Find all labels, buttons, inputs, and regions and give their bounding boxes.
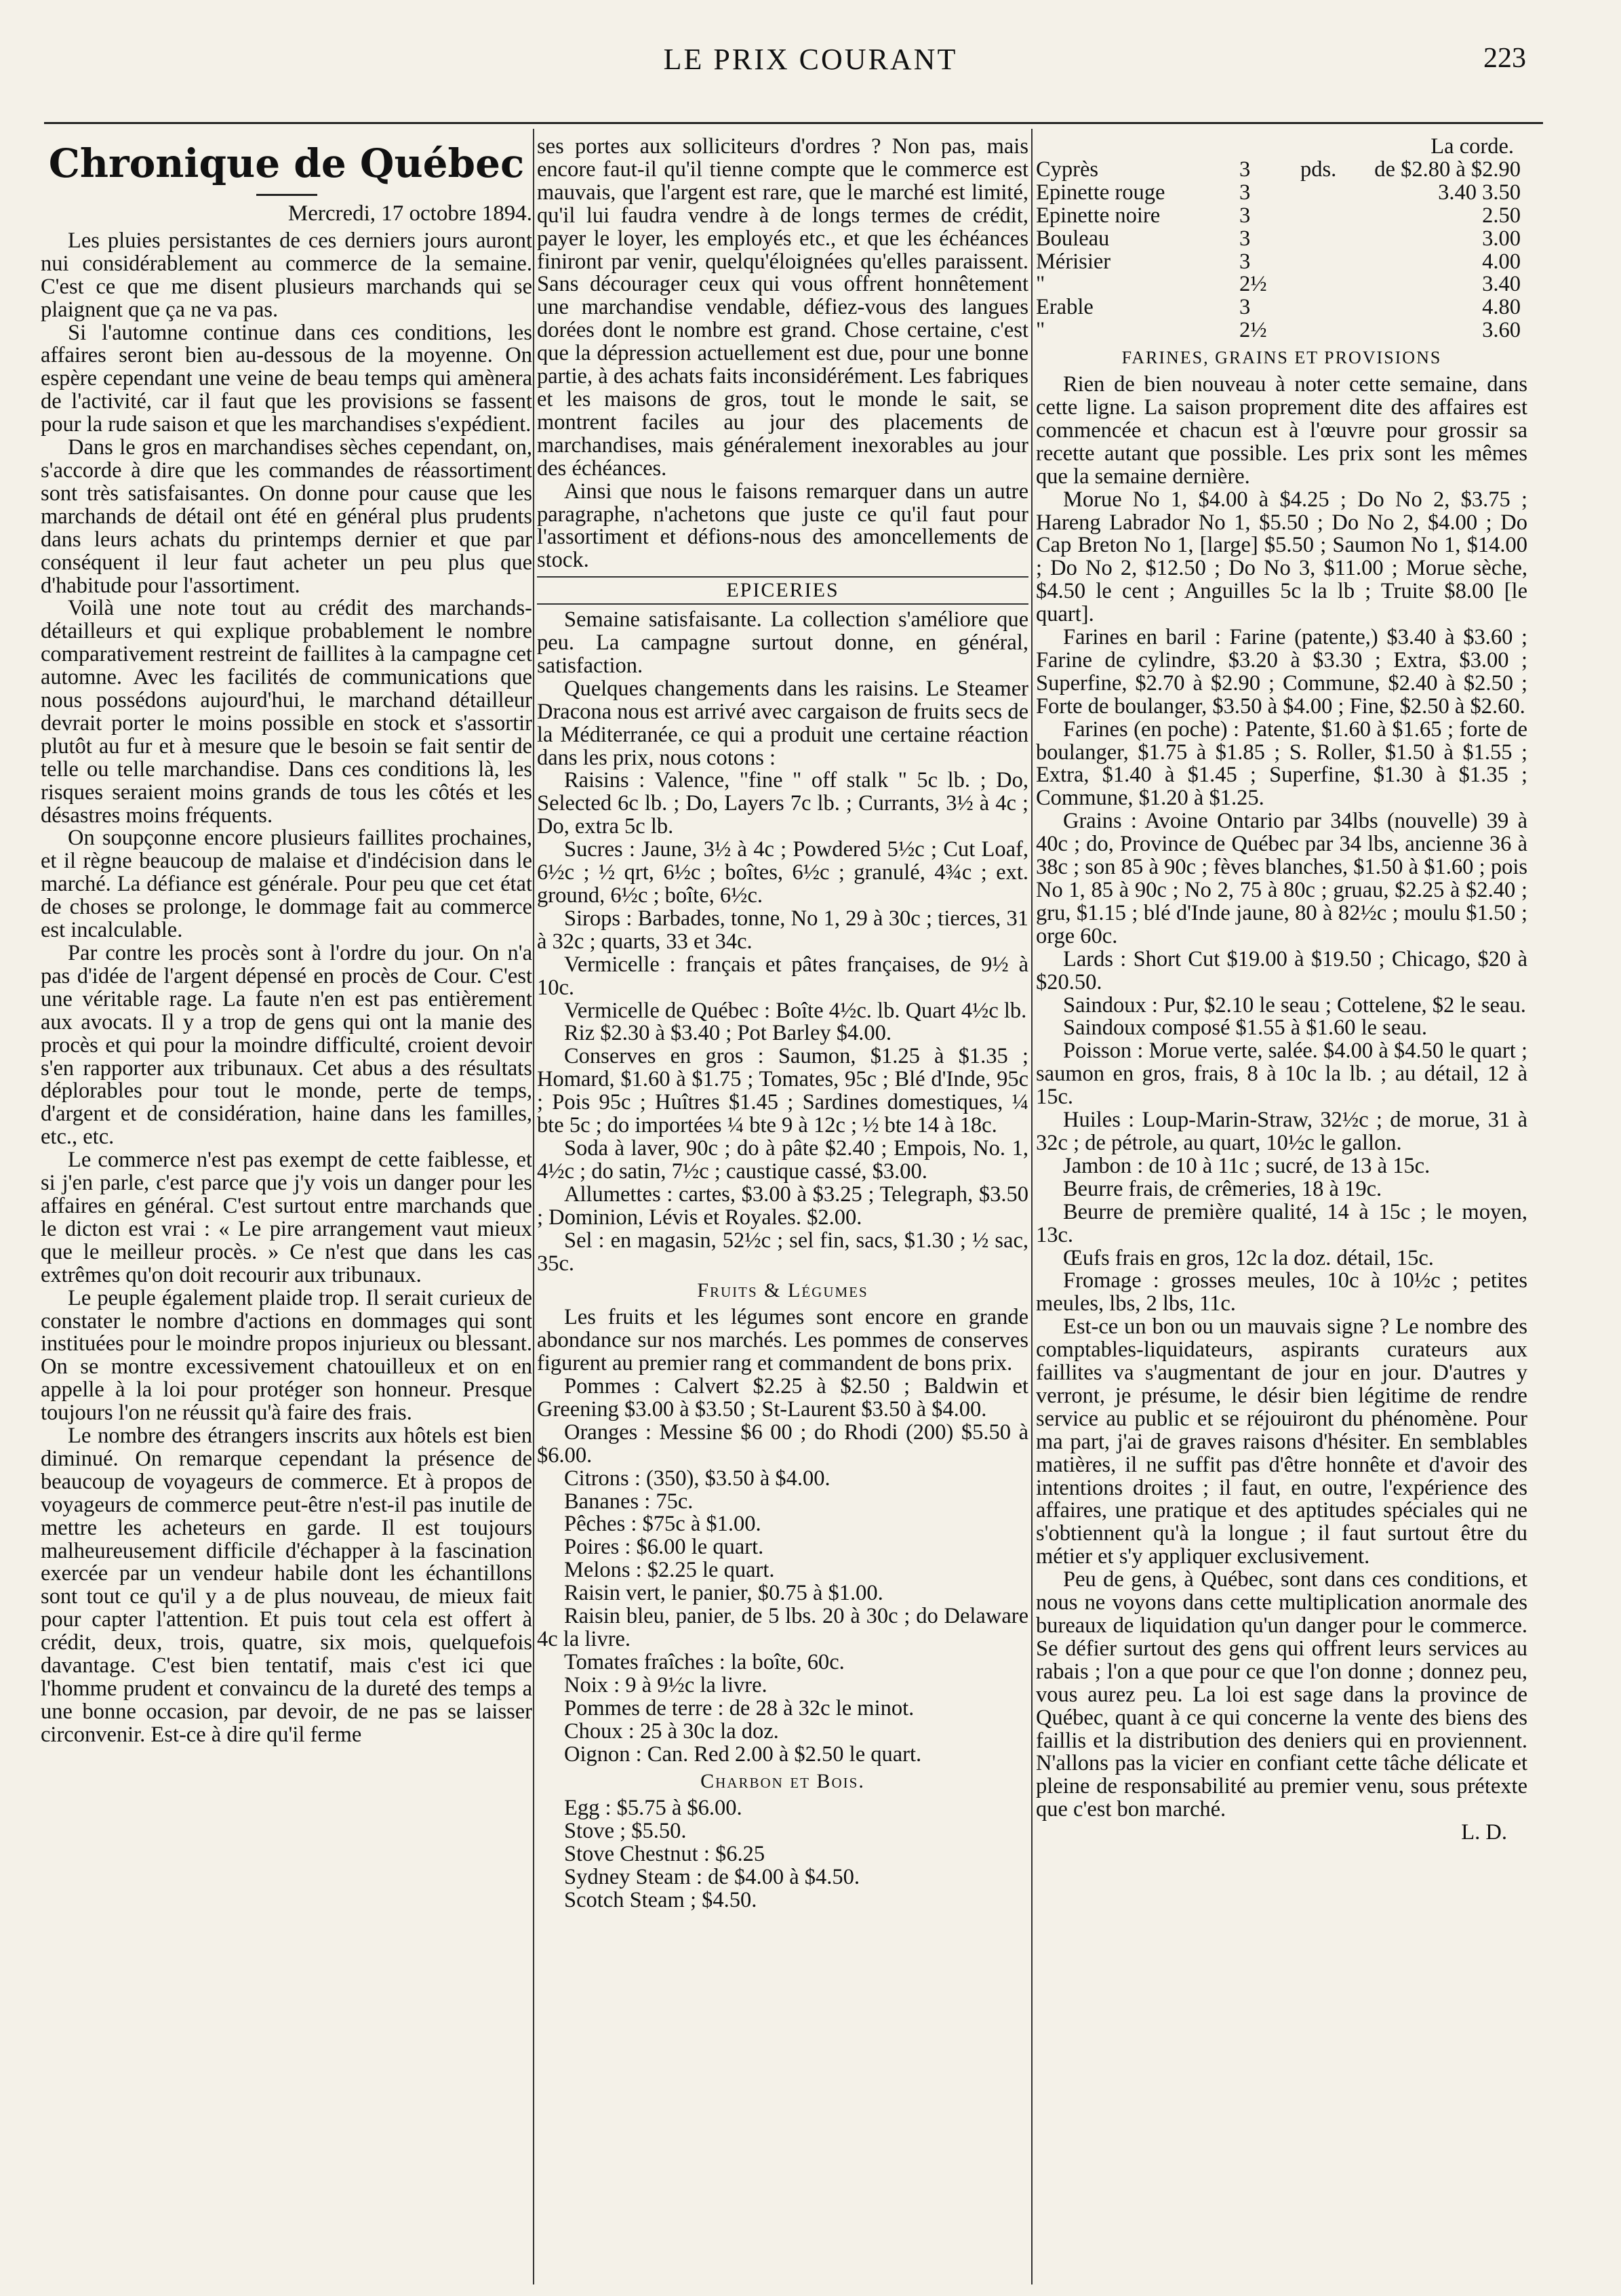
- paragraph: Semaine satisfaisante. La collection s'améliore que peu. La campagne surtout donne, en général, satisfaction.: [537, 607, 1028, 678]
- wood-qty: 3: [1239, 226, 1251, 251]
- price-entry: Huiles : Loup-Marin-Straw, 32½c ; de morue, 31 à 32c ; de pétrole, au quart, 10½c le gallon.: [1036, 1108, 1527, 1155]
- wood-unit: [1300, 182, 1368, 205]
- price-entry: Œufs frais en gros, 12c la doz. détail, 15c.: [1063, 1245, 1434, 1270]
- price-entry: Tomates fraîches : la boîte, 60c.: [564, 1649, 845, 1674]
- wood-price-heading: La corde.: [1430, 136, 1514, 159]
- paragraph: Voilà une note tout au crédit des marchands-détailleurs et qui explique probablement le nombre comparativement restreint de faillites à la campagne cet automne. Avec les facilités de communications que nous possédons aujourd'hui, le marchand détailleur devrait porter le moins possible en stock et s'assortir plutôt au fur et à mesure que le besoin se fait sentir de telle ou telle marchandise. Dans ces conditions là, les risques seraient moins grands de tous les côtés et les désastres moins fréquents.: [41, 596, 532, 828]
- wood-name: Epinette noire: [1036, 203, 1161, 228]
- price-entry: Noix : 9 à 9½c la livre.: [564, 1672, 767, 1697]
- price-entry: Raisins : Valence, "fine " off stalk " 5c lb. ; Do, Selected 6c lb. ; Do, Layers 7c lb. ; Currants, 3½ à 4c ; Do, extra 5c lb.: [537, 768, 1028, 839]
- wood-name: Mérisier: [1036, 249, 1111, 274]
- wood-unit: [1300, 251, 1368, 274]
- wood-price: de $2.80 à $2.90: [1374, 157, 1521, 182]
- wood-name: ": [1036, 272, 1045, 297]
- wood-price-table: [1036, 159, 1527, 342]
- price-entry: Raisin vert, le panier, $0.75 à $1.00.: [564, 1581, 883, 1606]
- wood-price-row: [1036, 251, 1527, 274]
- paragraph: Est-ce un bon ou un mauvais signe ? Le nombre des comptables-liquidateurs, aspirants curateurs aux faillites va s'augmentant de jour en jour. D'autres y verront, je présume, le désir bien légitime de rendre service au public et se réjouiront du phénomène. Pour ma part, j'ai de graves raisons d'hésiter. En semblables matières, il ne suffit pas d'être honnête et d'avoir des intentions droites ; il faut, en outre, l'expérience des affaires, une pratique et des aptitudes spéciales qui ne s'obtiennent qu'à la longue ; il faut surtout être du métier et s'y appliquer exclusivement.: [1036, 1314, 1527, 1569]
- price-entry: Sirops : Barbades, tonne, No 1, 29 à 30c ; tierces, 31 à 32c ; quarts, 33 et 34c.: [537, 906, 1028, 954]
- price-entry: Citrons : (350), $3.50 à $4.00.: [564, 1466, 830, 1491]
- price-entry: Egg : $5.75 à $6.00.: [564, 1796, 742, 1821]
- wood-price: 4.00: [1482, 249, 1521, 274]
- price-entry: Scotch Steam ; $4.50.: [564, 1887, 757, 1912]
- page-number: 223: [1483, 43, 1526, 74]
- paragraph: Le nombre des étrangers inscrits aux hôtels est bien diminué. On remarque cependant la présence de beaucoup de voyageurs de commerce. Et à propos de voyageurs de commerce peut-être n'est-il pas inutile de mettre les acheteurs en garde. Il est toujours malheureusement difficile d'échapper à la fascination exercée par un vendeur habile dont les échantillons sont tout ce qu'il y a de plus nouveau, de mieux fait pour capter l'attention. Et puis tout cela est offert à crédit, deux, trois, quatre, six mois, quelquefois davantage. C'est bien tentatif, mais c'est ici que l'homme prudent et convaincu de la dureté des temps a une bonne occasion, par devoir, de ne pas se laisser circonvenir. Est-ce à dire qu'il ferme: [41, 1424, 532, 1747]
- price-entry: Pommes : Calvert $2.25 à $2.50 ; Baldwin et Greening $3.00 à $3.50 ; St-Laurent $3.50 à $4.00.: [537, 1374, 1028, 1422]
- wood-qty: 3: [1239, 249, 1251, 274]
- price-entry: Raisin bleu, panier, de 5 lbs. 20 à 30c ; do Delaware 4c la livre.: [537, 1604, 1028, 1651]
- header-rule: [44, 122, 1543, 124]
- wood-name: Bouleau: [1036, 226, 1110, 251]
- signature: L. D.: [1461, 1820, 1507, 1845]
- paragraph: Le commerce n'est pas exempt de cette faiblesse, et si j'en parle, c'est parce que j'y vois un danger pour les affaires en général. C'est surtout entre marchands que le dicton est vrai : « Le pire arrangement vaut mieux que le meilleur procès. » Ce n'est que dans les cas extrêmes qu'on doit recourir aux tribunaux.: [41, 1148, 532, 1287]
- column-2: [537, 136, 1028, 2278]
- paragraph: On soupçonne encore plusieurs faillites prochaines, et il règne beaucoup de malaise et d'indécision dans le marché. La défiance est générale. Pour peu que cet état de choses se prolonge, le dommage fait au commerce est incalculable.: [41, 826, 532, 943]
- section-heading-farines: FARINES, GRAINS ET PROVISIONS: [1121, 348, 1442, 368]
- price-entry: Oranges : Messine $6 00 ; do Rhodi (200) $5.50 à $6.00.: [537, 1419, 1028, 1468]
- paragraph: Quelques changements dans les raisins. Le Steamer Dracona nous est arrivé avec cargaison de fruits secs de la Méditerranée, ce qui a produit une certaine réaction dans les prix, nous cotons :: [537, 676, 1028, 770]
- price-entry: Farines en baril : Farine (patente,) $3.40 à $3.60 ; Farine de cylindre, $3.20 à $3.30 ; Extra, $3.00 ; Superfine, $2.70 à $2.90 ; Commune, $2.40 à $2.50 ; Forte de boulanger, $3.50 à $4.00 ; Fine, $2.50 à $2.60.: [1036, 625, 1527, 719]
- wood-price: 2.50: [1482, 203, 1521, 228]
- wood-name: Erable: [1036, 295, 1094, 320]
- price-entry: Vermicelle de Québec : Boîte 4½c. lb. Quart 4½c lb.: [564, 998, 1027, 1023]
- price-entry: Oignon : Can. Red 2.00 à $2.50 le quart.: [564, 1741, 922, 1767]
- section-heading-epiceries: EPICERIES: [537, 576, 1028, 605]
- wood-name: Epinette rouge: [1036, 180, 1165, 205]
- price-entry: Lards : Short Cut $19.00 à $19.50 ; Chicago, $20 à $20.50.: [1036, 946, 1527, 994]
- price-entry: Beurre de première qualité, 14 à 15c ; le moyen, 13c.: [1036, 1199, 1527, 1247]
- paragraph: Le peuple également plaide trop. Il serait curieux de constater le nombre d'actions en dommages qui sont instituées pour le moindre propos injurieux ou blessant. On se montre excessivement chatouilleux et on en appelle à la loi pour protéger son honneur. Presque toujours l'on ne réussit qu'à faire des frais.: [41, 1285, 532, 1426]
- price-entry: Stove ; $5.50.: [564, 1819, 687, 1844]
- wood-unit: [1300, 228, 1368, 251]
- wood-qty: 3: [1239, 157, 1251, 182]
- price-entry: Sydney Steam : de $4.00 à $4.50.: [564, 1865, 860, 1890]
- price-entry: Poires : $6.00 le quart.: [564, 1535, 764, 1560]
- price-entry: Sucres : Jaune, 3½ à 4c ; Powdered 5½c ; Cut Loaf, 6½c ; ½ qrt, 6½c ; boîtes, 6½c ; granulé, 4¾c ; ext. ground, 6½c ; boîte, 6½c.: [537, 837, 1028, 908]
- wood-qty: 3: [1239, 180, 1251, 205]
- price-entry: Saindoux : Pur, $2.10 le seau ; Cottelene, $2 le seau.: [1063, 992, 1526, 1018]
- running-title: LE PRIX COURANT: [663, 43, 958, 76]
- price-entry: Saindoux composé $1.55 à $1.60 le seau.: [1063, 1015, 1428, 1041]
- column-divider-1: [533, 129, 534, 2284]
- wood-price-row: [1036, 159, 1527, 182]
- paragraph: Peu de gens, à Québec, sont dans ces conditions, et nous ne voyons dans cette multiplication anormale des bureaux de liquidation qu'un danger pour le commerce. Se défier surtout des gens qui offrent leurs services au rabais ; l'on a que pour ce que l'on donne ; donnez peu, vous aurez peu. La loi est sage dans la province de Québec, quant à ce qui concerne la vente des biens des faillis et la distribution des deniers qui en proviennent. N'allons pas la vicier en confiant cette tâche délicate et pleine de responsabilité au premier venu, sous prétexte que c'est bon marché.: [1036, 1567, 1527, 1822]
- wood-price-row: [1036, 273, 1527, 296]
- wood-price-row: [1036, 319, 1527, 342]
- price-entry: Sel : en magasin, 52½c ; sel fin, sacs, $1.30 ; ½ sac, 35c.: [537, 1228, 1028, 1276]
- paragraph: ses portes aux solliciteurs d'ordres ? Non pas, mais encore faut-il qu'il tienne compte que le commerce est mauvais, que l'argent est rare, que le marché est limité, qu'il lui faudra vendre à de longs termes de crédit, payer le loyer, les employés etc., et que les échéances finiront par venir, quelqu'éloignées qu'elles paraissent. Sans décourager ceux qui vous offrent honnêtement une marchandise vendable, défiez-vous des langues dorées dont le nombre est grand. Chose certaine, c'est que la dépression actuellement est due, pour une bonne partie, à des achats faits inconsidérément. Les fabriques et les maisons de gros, tout le monde le sait, se montrent faciles au jour des placements de marchandises, mais généralement inexorables au jour des échéances.: [537, 136, 1028, 481]
- price-entry: Poisson : Morue verte, salée. $4.00 à $4.50 le quart ; saumon en gros, frais, 8 à 10c la lb. ; au détail, 12 à 15c.: [1036, 1039, 1527, 1110]
- column-1: [41, 136, 532, 2278]
- wood-qty: 3: [1239, 295, 1251, 320]
- wood-unit: [1300, 319, 1368, 342]
- price-entry: Vermicelle : français et pâtes françaises, de 9½ à 10c.: [537, 952, 1028, 1000]
- title-rule: [256, 194, 317, 196]
- price-entry: Melons : $2.25 le quart.: [564, 1558, 775, 1583]
- wood-price: 3.00: [1482, 226, 1521, 251]
- wood-price-row: [1036, 205, 1527, 228]
- price-entry: Conserves en gros : Saumon, $1.25 à $1.35 ; Homard, $1.60 à $1.75 ; Tomates, 95c ; Blé d'Inde, 95c ; Pois 95c ; Huîtres $1.45 ; Sardines domestiques, ¼ bte 5c ; do importées ¼ bte 9 à 12c ; ½ bte 14 à 18c.: [537, 1044, 1028, 1138]
- wood-unit: [1300, 296, 1368, 319]
- column-3: [1036, 136, 1527, 2278]
- section-heading-charbon: Charbon et Bois.: [700, 1770, 865, 1793]
- paragraph: Rien de bien nouveau à noter cette semaine, dans cette ligne. La saison proprement dite des affaires est commencée et chacun est à l'œuvre pour grossir sa recette autant que possible. Les prix sont les mêmes que la semaine dernière.: [1036, 372, 1527, 489]
- wood-price: 3.60: [1482, 318, 1521, 343]
- price-entry: Stove Chestnut : $6.25: [564, 1842, 765, 1867]
- wood-price: 3.40 3.50: [1438, 180, 1521, 205]
- price-entry: Pêches : $75c à $1.00.: [564, 1512, 761, 1537]
- wood-qty: 3: [1239, 203, 1251, 228]
- wood-unit: [1300, 205, 1368, 228]
- wood-price-row: [1036, 182, 1527, 205]
- paragraph: Par contre les procès sont à l'ordre du jour. On n'a pas d'idée de l'argent dépensé en procès de Cour. C'est une véritable rage. La faute n'en est pas entièrement aux avocats. Il y a trop de gens qui ont la manie des procès et qui pour la moindre difficulté, croient devoir s'en rapporter aux tribunaux. Cet abus a des résultats déplorables pour tout le monde, perte de temps, d'argent et de considération, haine dans les familles, etc., etc.: [41, 941, 532, 1150]
- price-entry: Beurre frais, de crêmeries, 18 à 19c.: [1063, 1176, 1382, 1201]
- paragraph: Si l'automne continue dans ces conditions, les affaires seront bien au-dessous de la moyenne. On espère cependant une veine de beau temps qui amènera de l'activité, car il faut que les provisions se fassent pour la rude saison et que les marchandises s'expédient.: [41, 320, 532, 437]
- page-header: [0, 0, 1621, 115]
- wood-name: ": [1036, 318, 1045, 343]
- wood-qty: 2½: [1239, 318, 1267, 343]
- price-entry: Allumettes : cartes, $3.00 à $3.25 ; Telegraph, $3.50 ; Dominion, Lévis et Royales. $2.00.: [537, 1182, 1028, 1230]
- price-entry: Morue No 1, $4.00 à $4.25 ; Do No 2, $3.75 ; Hareng Labrador No 1, $5.50 ; Do No 2, $4.00 ; Do Cap Breton No 1, [large] $5.50 ; Saumon No 1, $14.00 ; Do No 2, $12.50 ; Do No 3, $11.00 ; Morue sèche, $4.50 le cent ; Anguilles 5c la lb ; Truite $8.00 [le quart].: [1036, 487, 1527, 627]
- wood-price-row: [1036, 296, 1527, 319]
- wood-price: 4.80: [1482, 295, 1521, 320]
- wood-price: 3.40: [1482, 272, 1521, 297]
- price-entry: Choux : 25 à 30c la doz.: [564, 1718, 779, 1744]
- paragraph: Ainsi que nous le faisons remarquer dans un autre paragraphe, n'achetons que juste ce qu'il faut pour l'assortiment et défions-nous des amoncellements de stock.: [537, 479, 1028, 573]
- price-entry: Jambon : de 10 à 11c ; sucré, de 13 à 15c.: [1063, 1153, 1430, 1178]
- price-entry: Farines (en poche) : Patente, $1.60 à $1.65 ; forte de boulanger, $1.75 à $1.85 ; S. Roller, $1.50 à $1.55 ; Extra, $1.40 à $1.45 ; Superfine, $1.30 à $1.35 ; Commune, $1.20 à $1.25.: [1036, 717, 1527, 811]
- wood-name: Cyprès: [1036, 157, 1099, 182]
- paragraph: Dans le gros en marchandises sèches cependant, on, s'accorde à dire que les commandes de réassortiment sont très satisfaisantes. On donne pour cause que les marchands de détail ont été en général plus prudents dans leurs achats du printemps dernier et que par conséquent il leur faut acheter un peu plus que d'habitude pour l'assortiment.: [41, 435, 532, 598]
- price-entry: Fromage : grosses meules, 10c à 10½c ; petites meules, lbs, 2 lbs, 11c.: [1036, 1268, 1527, 1316]
- wood-qty: 2½: [1239, 272, 1267, 297]
- wood-unit: pds.: [1300, 157, 1337, 182]
- wood-price-row: [1036, 228, 1527, 251]
- price-entry: Grains : Avoine Ontario par 34lbs (nouvelle) 39 à 40c ; do, Province de Québec par 34 lbs, ancienne 36 à 38c ; son 85 à 90c ; fèves blanches, $1.50 à $1.60 ; pois No 1, 85 à 90c ; No 2, 75 à 80c ; gruau, $2.25 à $2.40 ; gru, $1.15 ; blé d'Inde jaune, 80 à 82½c ; moulu $1.50 ; orge 60c.: [1036, 809, 1527, 948]
- price-entry: Pommes de terre : de 28 à 32c le minot.: [564, 1695, 915, 1720]
- column-divider-2: [1031, 129, 1033, 2284]
- paragraph: Les pluies persistantes de ces derniers jours auront nui considérablement au commerce de la semaine. C'est ce que me disent plusieurs marchands qui se plaignent que ça ne va pas.: [41, 228, 532, 322]
- price-entry: Riz $2.30 à $3.40 ; Pot Barley $4.00.: [564, 1021, 892, 1046]
- article-title: Chronique de Québec: [48, 140, 525, 186]
- price-entry: Soda à laver, 90c ; do à pâte $2.40 ; Empois, No. 1, 4½c ; do satin, 7½c ; caustique cassé, $3.00.: [537, 1135, 1028, 1184]
- paragraph: Les fruits et les légumes sont encore en grande abondance sur nos marchés. Les pommes de conserves figurent au premier rang et commandent de bons prix.: [537, 1305, 1028, 1376]
- price-entry: Bananes : 75c.: [564, 1489, 694, 1514]
- section-heading-fruits: Fruits & Légumes: [697, 1279, 868, 1302]
- wood-unit: [1300, 273, 1368, 296]
- dateline: Mercredi, 17 octobre 1894.: [287, 201, 532, 226]
